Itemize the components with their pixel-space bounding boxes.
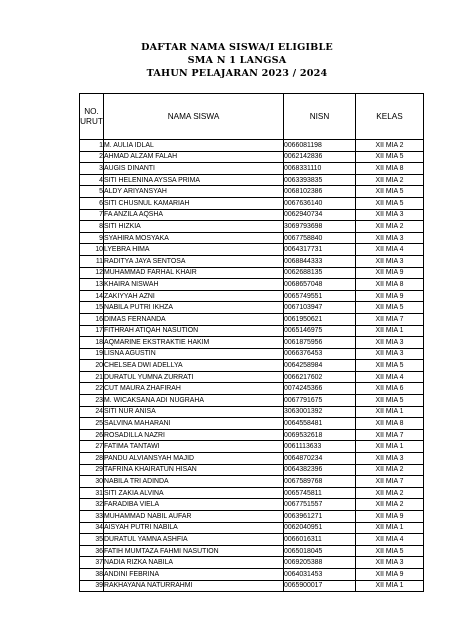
table-row bbox=[80, 279, 424, 291]
table-row bbox=[80, 302, 424, 314]
row-number: 19 bbox=[80, 348, 104, 360]
table-row bbox=[80, 429, 424, 441]
row-number: 2 bbox=[80, 151, 104, 163]
student-class: XII MIA 3 bbox=[356, 209, 424, 221]
student-class: XII MIA 7 bbox=[356, 313, 424, 325]
row-number: 20 bbox=[80, 360, 104, 372]
row-number: 9 bbox=[80, 232, 104, 244]
student-nisn: 0064382396 bbox=[284, 464, 356, 476]
student-name: SITI ZAKIA ALVINA bbox=[104, 487, 284, 499]
row-number: 18 bbox=[80, 337, 104, 349]
student-name: FA ANZILA AQSHA bbox=[104, 209, 284, 221]
student-class: XII MIA 8 bbox=[356, 418, 424, 430]
student-name: KHAIRA NISWAH bbox=[104, 279, 284, 291]
student-class: XII MIA 2 bbox=[356, 499, 424, 511]
row-number: 1 bbox=[80, 140, 104, 152]
student-class: XII MIA 5 bbox=[356, 151, 424, 163]
student-class: XII MIA 4 bbox=[356, 371, 424, 383]
student-name: LISNA AGUSTIN bbox=[104, 348, 284, 360]
student-nisn: 0065900017 bbox=[284, 580, 356, 592]
row-number: 37 bbox=[80, 557, 104, 569]
student-name: CHELSEA DWI ADELLYA bbox=[104, 360, 284, 372]
row-number: 3 bbox=[80, 163, 104, 175]
student-name: NADIA RIZKA NABILA bbox=[104, 557, 284, 569]
student-class: XII MIA 8 bbox=[356, 279, 424, 291]
student-name: TAFRINA KHAIRATUN HISAN bbox=[104, 464, 284, 476]
student-nisn: 0063393835 bbox=[284, 174, 356, 186]
table-row bbox=[80, 174, 424, 186]
row-number: 11 bbox=[80, 255, 104, 267]
student-name: SITI NUR ANISA bbox=[104, 406, 284, 418]
student-name: NABILA PUTRI IKHZA bbox=[104, 302, 284, 314]
student-nisn: 0064031453 bbox=[284, 568, 356, 580]
student-nisn: 0067589768 bbox=[284, 476, 356, 488]
student-nisn: 0068331110 bbox=[284, 163, 356, 175]
table-row bbox=[80, 511, 424, 523]
student-name: M. WICAKSANA ADI NUGRAHA bbox=[104, 395, 284, 407]
student-class: XII MIA 9 bbox=[356, 267, 424, 279]
table-row bbox=[80, 464, 424, 476]
student-name: FARADIBA VIELA bbox=[104, 499, 284, 511]
student-nisn: 0062142836 bbox=[284, 151, 356, 163]
row-number: 14 bbox=[80, 290, 104, 302]
student-nisn: 0065749551 bbox=[284, 290, 356, 302]
student-class: XII MIA 5 bbox=[356, 395, 424, 407]
row-number: 38 bbox=[80, 568, 104, 580]
student-class: XII MIA 3 bbox=[356, 337, 424, 349]
student-name: AHMAD ALZAM FALAH bbox=[104, 151, 284, 163]
table-body bbox=[80, 140, 424, 592]
student-nisn: 0067758840 bbox=[284, 232, 356, 244]
table-row bbox=[80, 580, 424, 592]
student-name: SYAHIRA MOSYAKA bbox=[104, 232, 284, 244]
student-class: XII MIA 3 bbox=[356, 255, 424, 267]
student-name: AQMARINE EKSTRAKTIE HAKIM bbox=[104, 337, 284, 349]
student-nisn: 0065146975 bbox=[284, 325, 356, 337]
row-number: 35 bbox=[80, 534, 104, 546]
student-class: XII MIA 9 bbox=[356, 568, 424, 580]
student-nisn: 0068102386 bbox=[284, 186, 356, 198]
student-nisn: 3063001392 bbox=[284, 406, 356, 418]
header-no-urut bbox=[80, 94, 104, 140]
table-row bbox=[80, 255, 424, 267]
table-row bbox=[80, 499, 424, 511]
table-row bbox=[80, 325, 424, 337]
row-number: 16 bbox=[80, 313, 104, 325]
student-class: XII MIA 7 bbox=[356, 476, 424, 488]
header-no-line1: NO. bbox=[84, 106, 99, 116]
student-class: XII MIA 8 bbox=[356, 163, 424, 175]
table-row bbox=[80, 209, 424, 221]
student-name: SITI HIZKIA bbox=[104, 221, 284, 233]
table-row bbox=[80, 232, 424, 244]
row-number: 33 bbox=[80, 511, 104, 523]
table-row bbox=[80, 406, 424, 418]
table-row bbox=[80, 140, 424, 152]
student-table bbox=[79, 93, 424, 592]
row-number: 29 bbox=[80, 464, 104, 476]
student-class: XII MIA 3 bbox=[356, 453, 424, 465]
table-row bbox=[80, 476, 424, 488]
student-name: SITI CHUSNUL KAMARIAH bbox=[104, 197, 284, 209]
student-nisn: 0067103947 bbox=[284, 302, 356, 314]
row-number: 22 bbox=[80, 383, 104, 395]
student-nisn: 0064317731 bbox=[284, 244, 356, 256]
student-nisn: 0064258984 bbox=[284, 360, 356, 372]
student-class: XII MIA 1 bbox=[356, 325, 424, 337]
table-row bbox=[80, 453, 424, 465]
row-number: 25 bbox=[80, 418, 104, 430]
table-row bbox=[80, 151, 424, 163]
student-name: DURATUL YUMNA ZURRATI bbox=[104, 371, 284, 383]
student-name: FITHRAH ATIQAH NASUTION bbox=[104, 325, 284, 337]
student-nisn: 0065745811 bbox=[284, 487, 356, 499]
student-nisn: 0061950621 bbox=[284, 313, 356, 325]
header-nama-siswa: NAMA SISWA bbox=[104, 94, 284, 140]
row-number: 6 bbox=[80, 197, 104, 209]
row-number: 36 bbox=[80, 545, 104, 557]
school-name: SMA N 1 LANGSA bbox=[187, 55, 287, 66]
student-class: XII MIA 5 bbox=[356, 186, 424, 198]
row-number: 4 bbox=[80, 174, 104, 186]
student-nisn: 0066016311 bbox=[284, 534, 356, 546]
table-row bbox=[80, 267, 424, 279]
student-nisn: 0069532618 bbox=[284, 429, 356, 441]
student-nisn: 0061113633 bbox=[284, 441, 356, 453]
student-class: XII MIA 4 bbox=[356, 244, 424, 256]
student-name: PANDU ALVIANSYAH MAJID bbox=[104, 453, 284, 465]
student-name: ROSADILLA NAZRI bbox=[104, 429, 284, 441]
student-name: ZAKIYYAH AZNI bbox=[104, 290, 284, 302]
student-nisn: 0069205388 bbox=[284, 557, 356, 569]
header-kelas: KELAS bbox=[356, 94, 424, 140]
student-name: AISYAH PUTRI NABILA bbox=[104, 522, 284, 534]
student-class: XII MIA 1 bbox=[356, 522, 424, 534]
row-number: 28 bbox=[80, 453, 104, 465]
student-nisn: 0066081198 bbox=[284, 140, 356, 152]
table-row bbox=[80, 418, 424, 430]
student-nisn: 0068657048 bbox=[284, 279, 356, 291]
row-number: 7 bbox=[80, 209, 104, 221]
document-title: DAFTAR NAMA SISWA/I ELIGIBLE bbox=[141, 42, 333, 53]
table-row bbox=[80, 383, 424, 395]
student-nisn: 0062040951 bbox=[284, 522, 356, 534]
student-nisn: 0067751557 bbox=[284, 499, 356, 511]
student-nisn: 0067636140 bbox=[284, 197, 356, 209]
student-nisn: 0065018045 bbox=[284, 545, 356, 557]
row-number: 15 bbox=[80, 302, 104, 314]
student-name: AUGIS DINANTI bbox=[104, 163, 284, 175]
student-class: XII MIA 3 bbox=[356, 348, 424, 360]
row-number: 34 bbox=[80, 522, 104, 534]
header-no-line2: URUT bbox=[80, 116, 103, 126]
row-number: 27 bbox=[80, 441, 104, 453]
student-class: XII MIA 3 bbox=[356, 557, 424, 569]
student-name: MUHAMMAD NABIL AUFAR bbox=[104, 511, 284, 523]
student-name: MUHAMMAD FARHAL KHAIR bbox=[104, 267, 284, 279]
student-nisn: 0061875956 bbox=[284, 337, 356, 349]
student-name: ALDY ARIYANSYAH bbox=[104, 186, 284, 198]
row-number: 23 bbox=[80, 395, 104, 407]
student-name: M. AULIA IDLAL bbox=[104, 140, 284, 152]
student-name: NABILA TRI ADINDA bbox=[104, 476, 284, 488]
student-nisn: 0067791675 bbox=[284, 395, 356, 407]
student-class: XII MIA 1 bbox=[356, 406, 424, 418]
student-class: XII MIA 5 bbox=[356, 360, 424, 372]
document-header bbox=[0, 41, 474, 80]
student-nisn: 0064870234 bbox=[284, 453, 356, 465]
student-nisn: 0066376453 bbox=[284, 348, 356, 360]
table-row bbox=[80, 568, 424, 580]
row-number: 10 bbox=[80, 244, 104, 256]
student-nisn: 0068844333 bbox=[284, 255, 356, 267]
row-number: 12 bbox=[80, 267, 104, 279]
student-class: XII MIA 3 bbox=[356, 232, 424, 244]
row-number: 31 bbox=[80, 487, 104, 499]
student-class: XII MIA 5 bbox=[356, 197, 424, 209]
row-number: 39 bbox=[80, 580, 104, 592]
table-row bbox=[80, 371, 424, 383]
table-row bbox=[80, 221, 424, 233]
student-nisn: 3069793698 bbox=[284, 221, 356, 233]
student-name: LYEBRA HIMA bbox=[104, 244, 284, 256]
row-number: 21 bbox=[80, 371, 104, 383]
student-class: XII MIA 4 bbox=[356, 534, 424, 546]
table-row bbox=[80, 487, 424, 499]
row-number: 32 bbox=[80, 499, 104, 511]
student-name: RADITYA JAYA SENTOSA bbox=[104, 255, 284, 267]
table-row bbox=[80, 244, 424, 256]
row-number: 8 bbox=[80, 221, 104, 233]
student-name: SITI HELENINA AYSSA PRIMA bbox=[104, 174, 284, 186]
table-row bbox=[80, 337, 424, 349]
table-row bbox=[80, 360, 424, 372]
student-name: SALVINA MAHARANI bbox=[104, 418, 284, 430]
student-class: XII MIA 5 bbox=[356, 545, 424, 557]
student-name: DURATUL YAMNA ASHFIA bbox=[104, 534, 284, 546]
row-number: 24 bbox=[80, 406, 104, 418]
table-row bbox=[80, 545, 424, 557]
table-row bbox=[80, 557, 424, 569]
student-name: RAKHAYANA NATURRAHMI bbox=[104, 580, 284, 592]
table-row bbox=[80, 395, 424, 407]
student-class: XII MIA 9 bbox=[356, 511, 424, 523]
student-name: FATIMA TANTAWI bbox=[104, 441, 284, 453]
table-header-row bbox=[80, 94, 424, 140]
table-row bbox=[80, 522, 424, 534]
student-class: XII MIA 2 bbox=[356, 464, 424, 476]
table-row bbox=[80, 186, 424, 198]
table-row bbox=[80, 197, 424, 209]
student-nisn: 0066217602 bbox=[284, 371, 356, 383]
student-name: CUT MAURA ZHAFIRAH bbox=[104, 383, 284, 395]
academic-year: TAHUN PELAJARAN 2023 / 2024 bbox=[146, 68, 328, 79]
table-row bbox=[80, 313, 424, 325]
row-number: 5 bbox=[80, 186, 104, 198]
table-row bbox=[80, 163, 424, 175]
student-nisn: 0062688135 bbox=[284, 267, 356, 279]
row-number: 17 bbox=[80, 325, 104, 337]
student-name: DIMAS FERNANDA bbox=[104, 313, 284, 325]
student-nisn: 0063961271 bbox=[284, 511, 356, 523]
row-number: 13 bbox=[80, 279, 104, 291]
table-row bbox=[80, 290, 424, 302]
student-class: XII MIA 6 bbox=[356, 383, 424, 395]
student-class: XII MIA 2 bbox=[356, 140, 424, 152]
table-row bbox=[80, 348, 424, 360]
student-class: XII MIA 2 bbox=[356, 221, 424, 233]
header-nisn: NISN bbox=[284, 94, 356, 140]
student-class: XII MIA 5 bbox=[356, 302, 424, 314]
student-nisn: 0074245366 bbox=[284, 383, 356, 395]
student-class: XII MIA 9 bbox=[356, 290, 424, 302]
student-nisn: 0064558481 bbox=[284, 418, 356, 430]
student-nisn: 0062940734 bbox=[284, 209, 356, 221]
student-class: XII MIA 1 bbox=[356, 441, 424, 453]
student-class: XII MIA 7 bbox=[356, 429, 424, 441]
student-name: ANDINI FEBRINA bbox=[104, 568, 284, 580]
row-number: 30 bbox=[80, 476, 104, 488]
row-number: 26 bbox=[80, 429, 104, 441]
student-name: FATIH MUMTAZA FAHMI NASUTION bbox=[104, 545, 284, 557]
table-row bbox=[80, 441, 424, 453]
student-class: XII MIA 2 bbox=[356, 487, 424, 499]
student-class: XII MIA 1 bbox=[356, 580, 424, 592]
table-row bbox=[80, 534, 424, 546]
student-class: XII MIA 2 bbox=[356, 174, 424, 186]
